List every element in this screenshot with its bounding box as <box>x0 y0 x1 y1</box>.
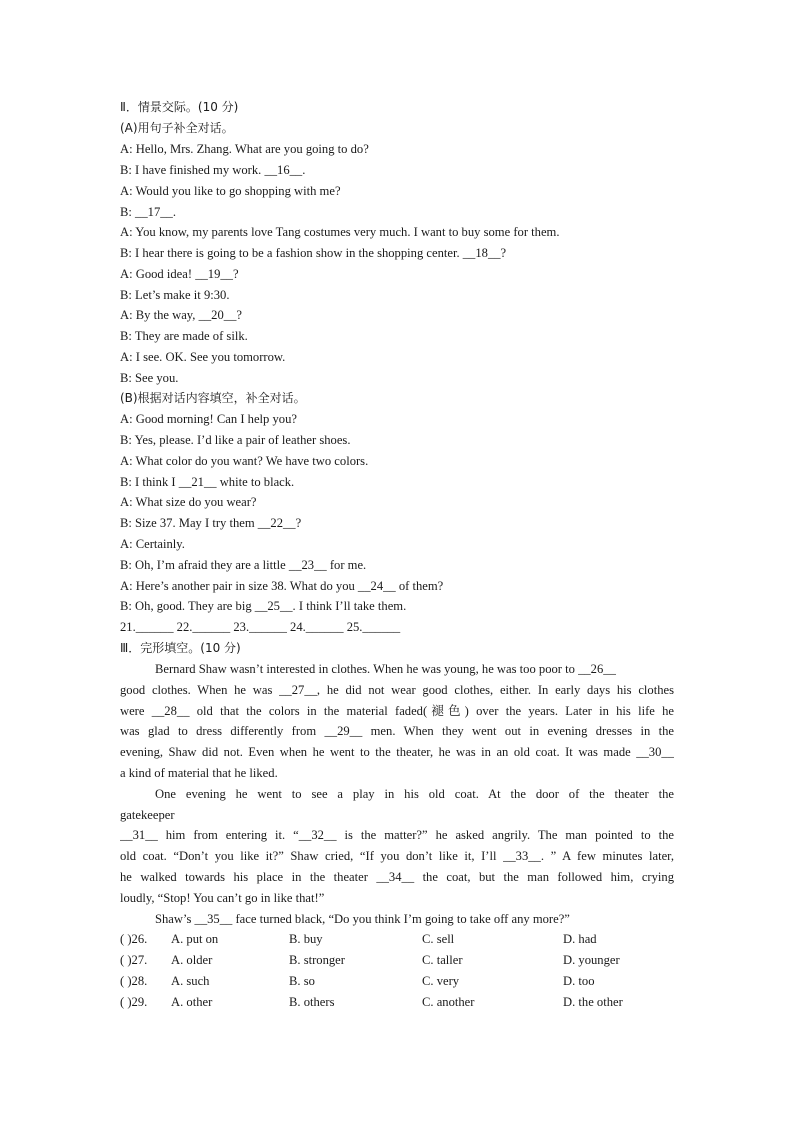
passage-line: he walked towards his place in the theater __34__ the coat, but the man followed him, crying <box>120 870 674 884</box>
passage-line: a kind of material that he liked. <box>120 766 278 780</box>
part-b-title: (B)根据对话内容填空，补全对话。 <box>120 391 306 405</box>
passage-line: Bernard Shaw wasn’t interested in clothes. When he was young, he was too poor to __26__ <box>155 662 616 676</box>
question-number: ( )29. <box>120 995 148 1009</box>
passage-line: loudly, “Stop! You can’t go in like that!” <box>120 891 325 905</box>
section-3-heading: Ⅲ．完形填空。(10 分) <box>120 641 241 655</box>
option-d: D. had <box>563 932 597 946</box>
question-number: ( )27. <box>120 953 148 967</box>
dialogue-line: A: What color do you want? We have two colors. <box>120 454 369 468</box>
option-a: A. such <box>171 974 210 988</box>
dialogue-line: A: What size do you wear? <box>120 495 257 509</box>
dialogue-line: A: Certainly. <box>120 537 185 551</box>
question-row <box>120 992 680 1012</box>
question-number: ( )28. <box>120 974 148 988</box>
passage-line: good clothes. When he was __27__, he did not wear good clothes, either. In early days his clothes <box>120 683 674 697</box>
question-row <box>120 971 680 991</box>
answer-blanks-line: 21.______ 22.______ 23.______ 24.______ 25.______ <box>120 620 401 634</box>
dialogue-line: A: Good idea! __19__? <box>120 267 239 281</box>
option-d: D. younger <box>563 953 620 967</box>
dialogue-line: B: Let’s make it 9:30. <box>120 288 230 302</box>
option-a: A. older <box>171 953 213 967</box>
passage-line: was glad to dress differently from __29__ men. When they went out in evening dresses in the <box>120 724 674 738</box>
option-a: A. put on <box>171 932 219 946</box>
dialogue-line: B: __17__. <box>120 205 176 219</box>
dialogue-line: A: I see. OK. See you tomorrow. <box>120 350 286 364</box>
passage-line: Shaw’s __35__ face turned black, “Do you think I’m going to take off any more?” <box>155 912 570 926</box>
option-d: D. the other <box>563 995 623 1009</box>
dialogue-line: A: You know, my parents love Tang costumes very much. I want to buy some for them. <box>120 225 560 239</box>
dialogue-line: A: By the way, __20__? <box>120 308 242 322</box>
dialogue-line: B: Oh, good. They are big __25__. I think I’ll take them. <box>120 599 407 613</box>
part-a-title: (A)用句子补全对话。 <box>120 121 234 135</box>
passage-line: __31__ him from entering it. “__32__ is the matter?” he asked angrily. The man pointed to the <box>120 828 674 842</box>
option-d: D. too <box>563 974 595 988</box>
dialogue-line: B: I think I __21__ white to black. <box>120 475 295 489</box>
passage-line: were __28__ old that the colors in the material faded(褪色) over the years. Later in his life he <box>120 704 674 718</box>
passage-line: old coat. “Don’t you like it?” Shaw cried, “If you don’t like it, I’ll __33__. ” A few minutes later, <box>120 849 674 863</box>
dialogue-line: B: See you. <box>120 371 179 385</box>
option-c: C. another <box>422 995 475 1009</box>
option-b: B. others <box>289 995 335 1009</box>
dialogue-line: B: I have finished my work. __16__. <box>120 163 306 177</box>
question-row <box>120 929 680 949</box>
section-2-heading: Ⅱ．情景交际。(10 分) <box>120 100 239 114</box>
dialogue-line: B: They are made of silk. <box>120 329 248 343</box>
passage-line: One evening he went to see a play in his old coat. At the door of the theater the <box>155 787 674 801</box>
option-c: C. taller <box>422 953 463 967</box>
option-c: C. very <box>422 974 460 988</box>
option-b: B. stronger <box>289 953 345 967</box>
question-row <box>120 950 680 970</box>
passage-line: gatekeeper <box>120 808 175 822</box>
passage-line: evening, Shaw did not. Even when he went to the theater, he was in an old coat. It was made __30__ <box>120 745 674 759</box>
option-a: A. other <box>171 995 213 1009</box>
dialogue-line: A: Hello, Mrs. Zhang. What are you going to do? <box>120 142 369 156</box>
dialogue-line: A: Good morning! Can I help you? <box>120 412 297 426</box>
dialogue-line: A: Here’s another pair in size 38. What do you __24__ of them? <box>120 579 444 593</box>
option-b: B. so <box>289 974 315 988</box>
dialogue-line: B: I hear there is going to be a fashion show in the shopping center. __18__? <box>120 246 507 260</box>
option-c: C. sell <box>422 932 455 946</box>
dialogue-line: B: Oh, I’m afraid they are a little __23__ for me. <box>120 558 367 572</box>
option-b: B. buy <box>289 932 323 946</box>
dialogue-line: A: Would you like to go shopping with me? <box>120 184 341 198</box>
dialogue-line: B: Size 37. May I try them __22__? <box>120 516 302 530</box>
question-number: ( )26. <box>120 932 148 946</box>
dialogue-line: B: Yes, please. I’d like a pair of leather shoes. <box>120 433 351 447</box>
